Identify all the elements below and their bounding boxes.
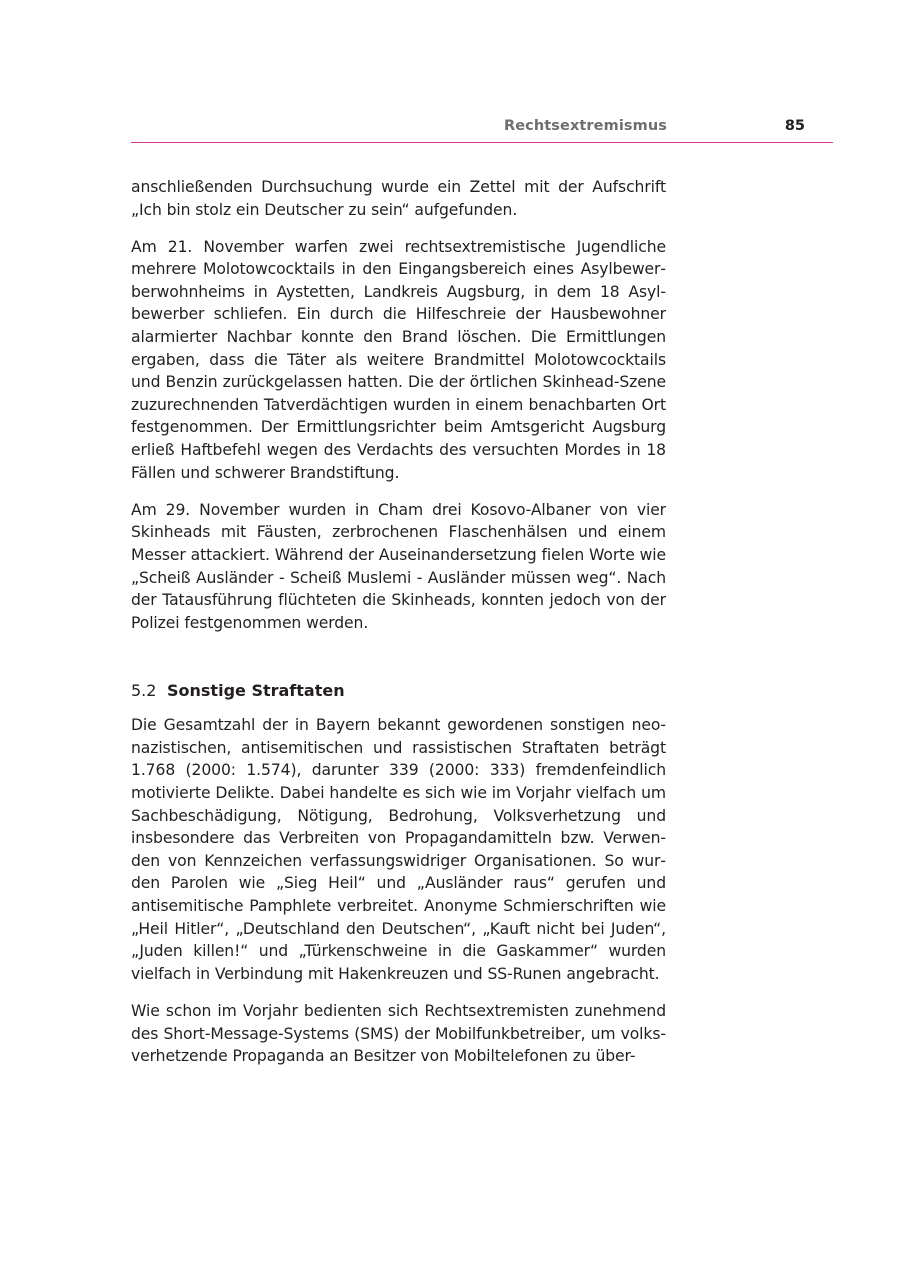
paragraph-continuation: anschließenden Durchsuchung wurde ein Zettel mit der Aufschrift „Ich bin stolz ein Deutscher zu sein“ aufgefunden. [131, 178, 666, 219]
section-title: Sonstige Straftaten [167, 681, 345, 701]
paragraph-offense-statistics: Die Gesamtzahl der in Bayern bekannt gewordenen sonstigen neonazistischen, antisemitischen und rassistischen Straftaten beträgt 1.768 (2000: 1.574), darunter 339 (2000: 333) fremdenfeindlich motivierte Delikte. Dabei handelte es sich wie im Vorjahr vielfach um Sachbeschädigung, Nötigung, Bedrohung, Volksverhetzung und insbesondere das Verbreiten von Propagandamitteln bzw. Verwenden von Kennzeichen verfassungswidriger Organisationen. So wurden Parolen wie „Sieg Heil“ und „Ausländer raus“ gerufen und antisemitische Pamphlete verbreitet. Anonyme Schmierschriften wie „Heil Hitler“, „Deutschland den Deutschen“, „Kauft nicht bei Juden“, „Juden killen!“ und „Türkenschweine in die Gaskammer“ wurden vielfach in Verbindung mit Hakenkreuzen und SS-Runen angebracht. [131, 716, 666, 983]
running-header [131, 116, 833, 143]
page-number: 85 [784, 118, 805, 134]
page-body [131, 176, 666, 1082]
paragraph-aystetten-attack: Am 21. November warfen zwei rechtsextremistische Jugendliche mehrere Molotowcocktails in den Eingangsbereich eines Asylbewerberwohnheims in Aystetten, Landkreis Augsburg, in dem 18 Asylbewerber schliefen. Ein durch die Hilfeschreie der Hausbewohner alarmierter Nachbar konnte den Brand löschen. Die Ermittlungen ergaben, dass die Täter als weitere Brandmittel Molotowcocktails und Benzin zurückgelassen hatten. Die der örtlichen Skinhead-Szene zuzurechnenden Tatverdächtigen wurden in einem benachbarten Ort festgenommen. Der Ermittlungsrichter beim Amtsgericht Augsburg erließ Haftbefehl wegen des Verdachts des versuchten Mordes in 18 Fällen und schwerer Brandstiftung. [131, 237, 666, 482]
paragraph-sms-propaganda: Wie schon im Vorjahr bedienten sich Rechtsextremisten zunehmend des Short-Message-Systems (SMS) der Mobilfunkbetreiber, um volksverhetzende Propaganda an Besitzer von Mobiltelefonen zu über- [131, 1001, 666, 1066]
section-number: 5.2 [131, 681, 157, 701]
paragraph-cham-attack: Am 29. November wurden in Cham drei Kosovo-Albaner von vier Skinheads mit Fäusten, zerbrochenen Flaschenhälsen und einem Messer attackiert. Während der Auseinandersetzung fielen Worte wie „Scheiß Ausländer - Scheiß Muslemi - Ausländer müssen weg“. Nach der Tatausführung flüchteten die Skinheads, konnten jedoch von der Polizei festgenommen werden. [131, 500, 666, 632]
running-header-title: Rechtsextremismus [503, 118, 667, 134]
section-heading [131, 680, 666, 702]
